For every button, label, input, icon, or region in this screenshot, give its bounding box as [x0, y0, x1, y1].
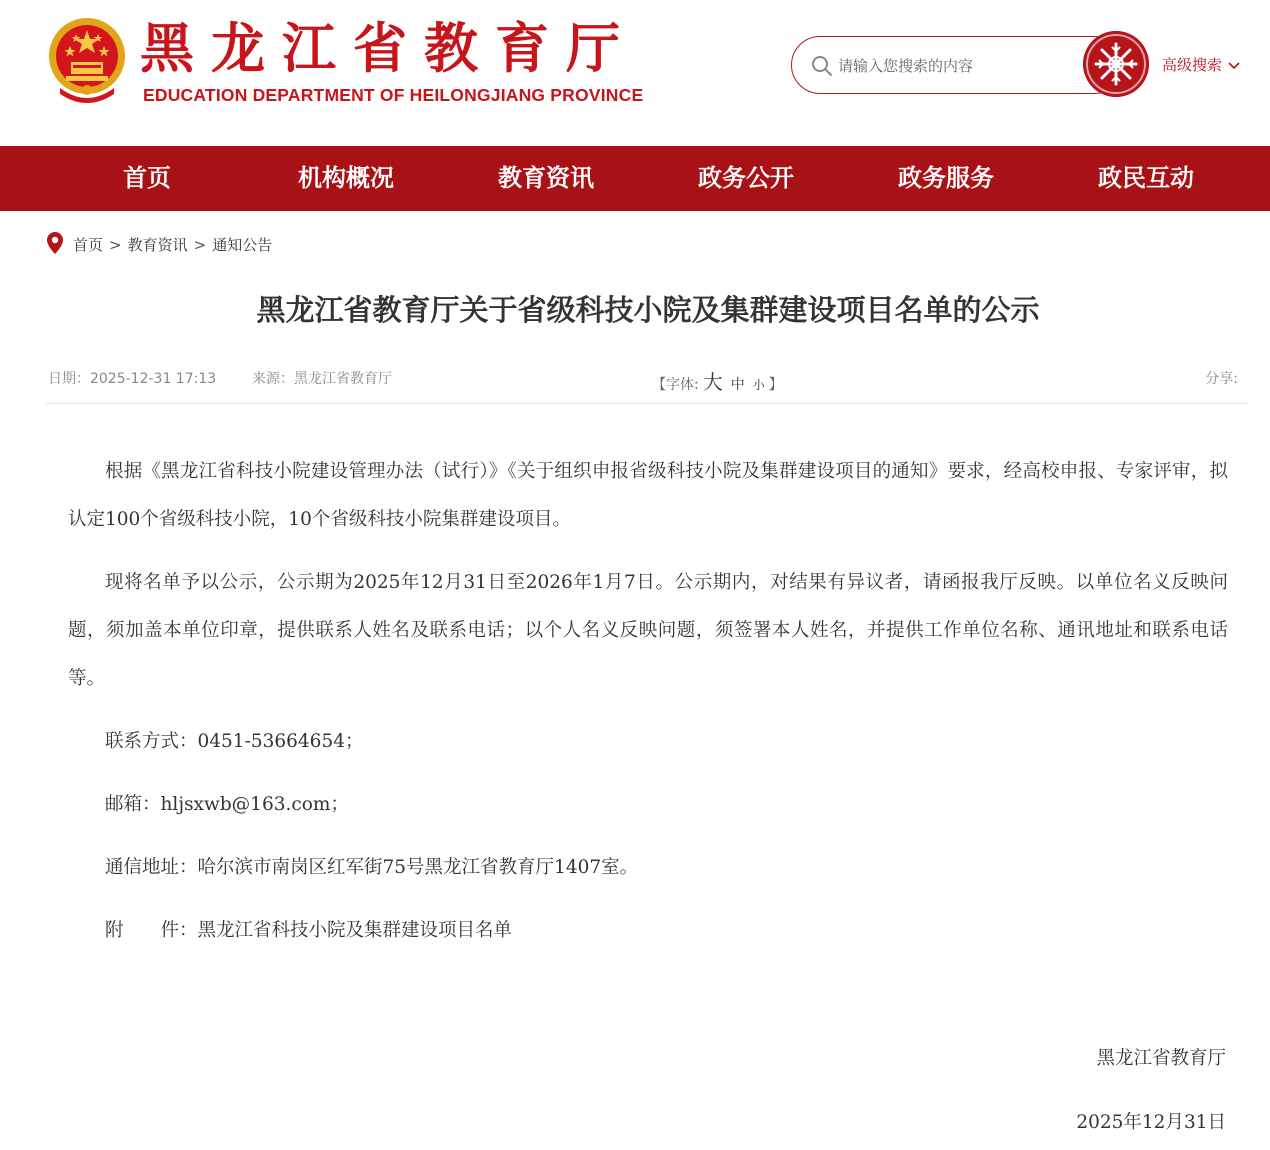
breadcrumb-separator: >	[193, 236, 207, 254]
attachment-link[interactable]: 附 件：黑龙江省科技小院及集群建设项目名单	[105, 920, 513, 941]
font-size-label: 【字体:	[652, 377, 699, 393]
contact-phone: 联系方式：0451-53664654；	[105, 731, 364, 752]
contact-email: 邮箱：hljsxwb@163.com；	[105, 794, 349, 815]
contact-address: 通信地址：哈尔滨市南岗区红军街75号黑龙江省教育厅1407室。	[105, 857, 639, 878]
article-meta	[46, 366, 1248, 394]
main-nav	[0, 146, 1270, 211]
article-body	[68, 448, 1228, 970]
site-subtitle: EDUCATION DEPARTMENT OF HEILONGJIANG PROVINCE	[143, 85, 644, 105]
article-source: 来源：黑龙江省教育厅	[252, 371, 392, 387]
nav-item-about[interactable]: 机构概况	[298, 164, 394, 192]
breadcrumb-separator: >	[109, 236, 122, 254]
paragraph: 根据《黑龙江省科技小院建设管理办法（试行）》《关于组织申报省级科技小院及集群建设项目的通知》要求，经高校申报、专家评审，拟认定100个省级科技小院，10个省级科技小院集群建设项目。	[68, 461, 1228, 530]
breadcrumb-news[interactable]: 教育资讯	[127, 236, 188, 254]
site-title: 黑龙江省教育厅	[140, 17, 637, 80]
font-size-medium-button[interactable]: 中	[730, 377, 745, 393]
sign-date: 2025年12月31日	[1076, 1112, 1226, 1133]
chevron-down-icon	[1228, 62, 1240, 70]
advanced-search-link[interactable]	[1162, 54, 1240, 75]
site-header	[0, 0, 1270, 146]
font-size-label-close: 】	[768, 377, 783, 393]
publish-date: 日期：2025-12-31 17:13	[48, 371, 217, 387]
nav-item-home[interactable]: 首页	[123, 164, 171, 192]
breadcrumb-home[interactable]: 首页	[73, 236, 104, 254]
font-size-control	[652, 366, 783, 395]
search-button[interactable]	[1083, 31, 1149, 97]
nav-item-public-affairs[interactable]: 政务公开	[698, 164, 794, 192]
advanced-search-label: 高级搜索	[1162, 56, 1223, 74]
article-title: 黑龙江省教育厅关于省级科技小院及集群建设项目名单的公示	[256, 293, 1040, 327]
font-size-large-button[interactable]: 大	[702, 370, 723, 394]
nav-item-services[interactable]: 政务服务	[898, 164, 994, 192]
search-input[interactable]	[838, 51, 1078, 81]
nav-item-interaction[interactable]: 政民互动	[1098, 164, 1194, 192]
font-size-small-button[interactable]: 小	[752, 378, 765, 392]
divider	[46, 403, 1248, 404]
share-label: 分享:	[1205, 371, 1238, 387]
signature: 黑龙江省教育厅	[1096, 1048, 1226, 1069]
nav-item-news[interactable]: 教育资讯	[498, 164, 594, 192]
search-icon	[810, 54, 834, 78]
search-box	[791, 36, 1123, 94]
paragraph: 现将名单予以公示，公示期为2025年12月31日至2026年1月7日。公示期内，对结果有异议者，请函报我厅反映。以单位名义反映问题，须加盖本单位印章，提供联系人姓名及联系电话；以个人名义反映问题，须签署本人姓名，并提供工作单位名称、通讯地址和联系电话等。	[68, 572, 1228, 689]
breadcrumb-notices[interactable]: 通知公告	[212, 236, 273, 254]
location-pin-icon	[46, 231, 64, 255]
national-emblem-icon	[46, 16, 128, 104]
